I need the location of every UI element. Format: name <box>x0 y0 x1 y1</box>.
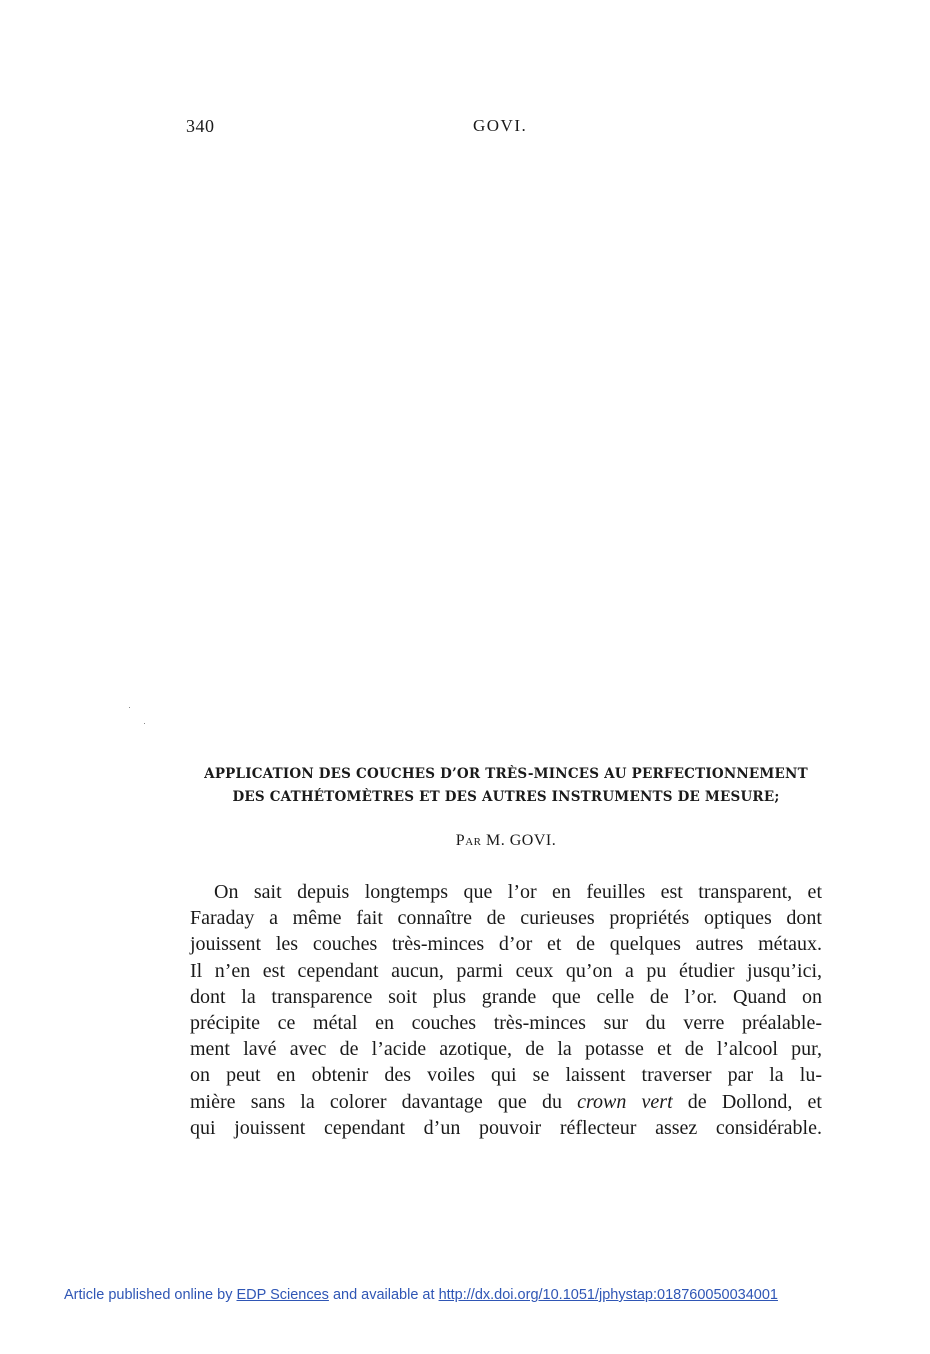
body-line: jouissent les couches très-minces d’or et de quelques autres métaux. <box>190 933 822 956</box>
article-title <box>190 763 822 809</box>
article-title-line-2: DES CATHÉTOMÈTRES ET DES AUTRES INSTRUMENTS DE MESURE; <box>232 789 780 805</box>
body-line: précipite ce métal en couches très-minces sur du verre préalable- <box>190 1012 822 1035</box>
scan-speck <box>144 723 145 724</box>
article-title-line-1: APPLICATION DES COUCHES D’OR TRÈS-MINCES AU PERFECTIONNEMENT <box>204 766 808 782</box>
body-text-segment: mière sans la colorer davantage que du <box>190 1090 578 1113</box>
footer-middle: and available at <box>328 1287 439 1303</box>
body-text-segment: de Dollond, et <box>672 1090 822 1113</box>
body-line: Faraday a même fait connaître de curieuses propriétés optiques dont <box>190 907 822 930</box>
body-line: On sait depuis longtemps que l’or en feuilles est transparent, et <box>214 881 822 903</box>
running-head: GOVI. <box>473 116 528 135</box>
body-line: qui jouissent cependant d’un pouvoir réflecteur assez considérable. <box>190 1116 822 1139</box>
page-number: 340 <box>186 116 215 136</box>
body-line <box>190 1089 822 1115</box>
publisher-link[interactable]: EDP Sciences <box>236 1287 329 1303</box>
body-line: Il n’en est cependant aucun, parmi ceux qu’on a pu étudier jusqu’ici, <box>190 959 822 982</box>
body-line: on peut en obtenir des voiles qui se laissent traverser par la lu- <box>190 1064 822 1087</box>
italic-term: crown vert <box>577 1090 673 1113</box>
footer-prefix: Article published online by <box>64 1287 237 1303</box>
publication-footer <box>64 1287 778 1303</box>
author-byline <box>190 832 822 850</box>
author-name: M. GOVI. <box>485 832 557 849</box>
doi-link[interactable]: http://dx.doi.org/10.1051/jphystap:018760050034001 <box>438 1287 778 1303</box>
body-line: ment lavé avec de l’acide azotique, de la potasse et de l’alcool pur, <box>190 1038 822 1061</box>
author-prefix: Par <box>455 832 482 849</box>
body-line: dont la transparence soit plus grande que celle de l’or. Quand on <box>190 985 822 1008</box>
scan-speck <box>129 707 130 708</box>
body-paragraph <box>190 879 822 1141</box>
